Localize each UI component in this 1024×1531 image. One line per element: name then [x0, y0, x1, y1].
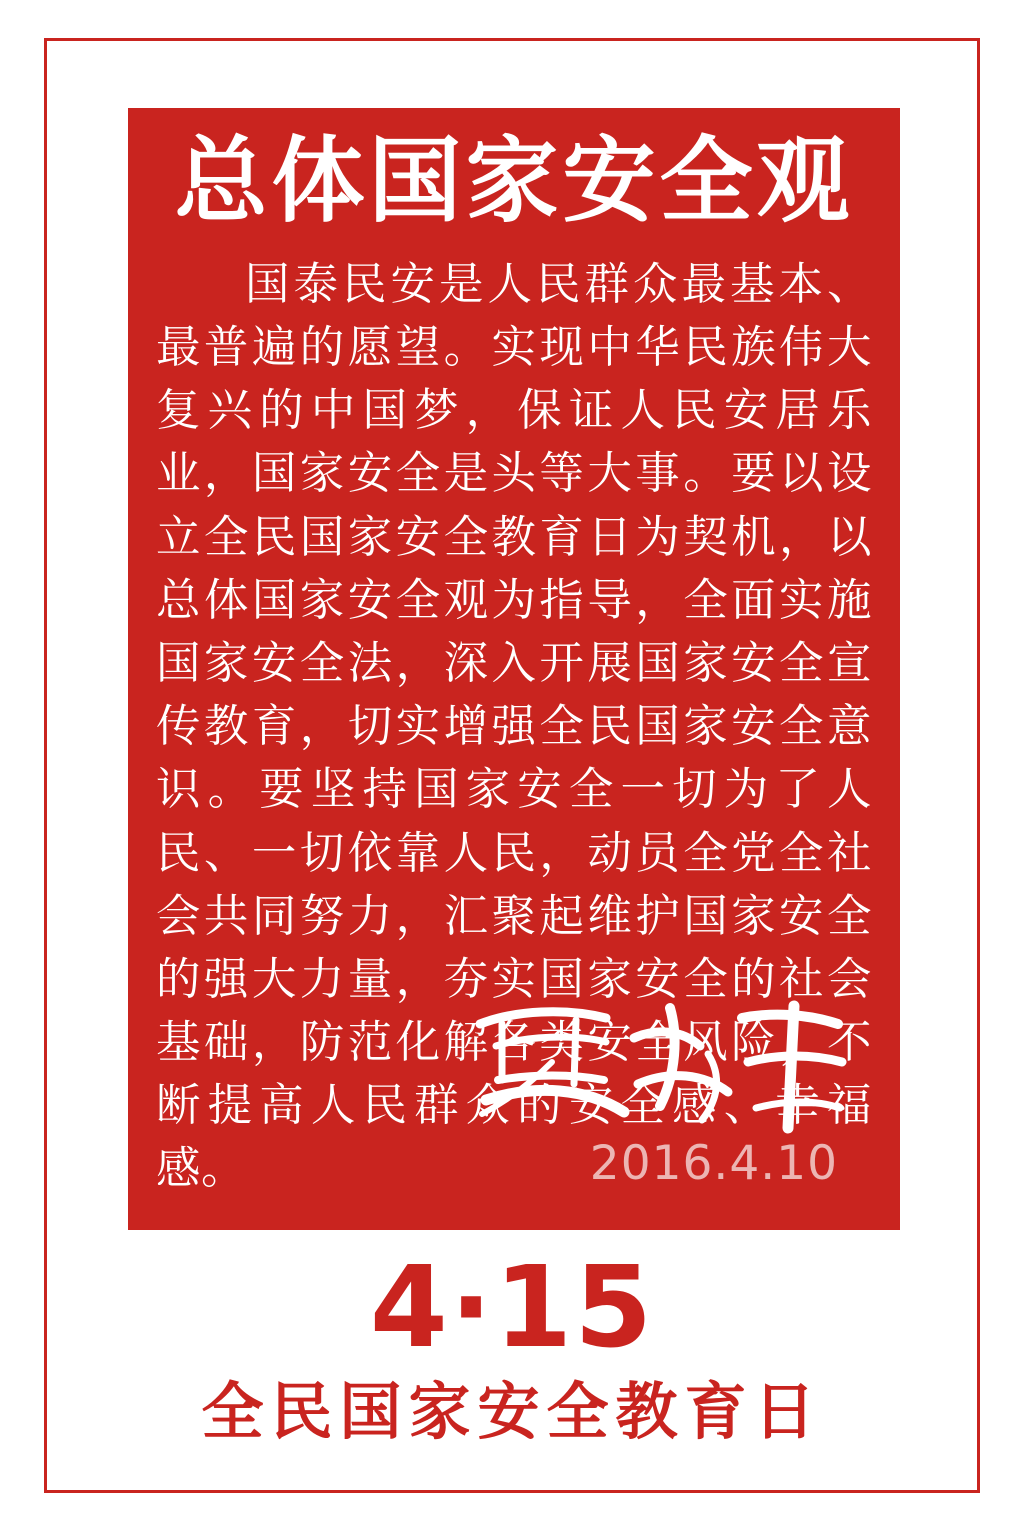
page-title: 总体国家安全观	[174, 127, 854, 235]
calligraphy-signature-icon	[456, 988, 856, 1138]
observance-date: 4·15	[369, 1243, 655, 1373]
signature-block	[436, 988, 856, 1208]
signature-date: 2016.4.10	[589, 1136, 838, 1191]
red-quote-panel	[128, 108, 900, 1230]
footer-block	[0, 1243, 1024, 1448]
observance-theme: 全民国家安全教育日	[201, 1375, 823, 1448]
quote-body-text: 国泰民安是人民群众最基本、最普遍的愿望。实现中华民族伟大复兴的中国梦，保证人民安居乐业，国家安全是头等大事。要以设立全民国家安全教育日为契机，以总体国家安全观为指导，全面实施国家安全法，深入开展国家安全宣传教育，切实增强全民国家安全意识。要坚持国家安全一切为了人民、一切依靠人民，动员全党全社会共同努力，汇聚起维护国家安全的强大力量，夯实国家安全的社会基础，防范化解各类安全风险，不断提高人民群众的安全感、幸福感。	[156, 258, 872, 1195]
